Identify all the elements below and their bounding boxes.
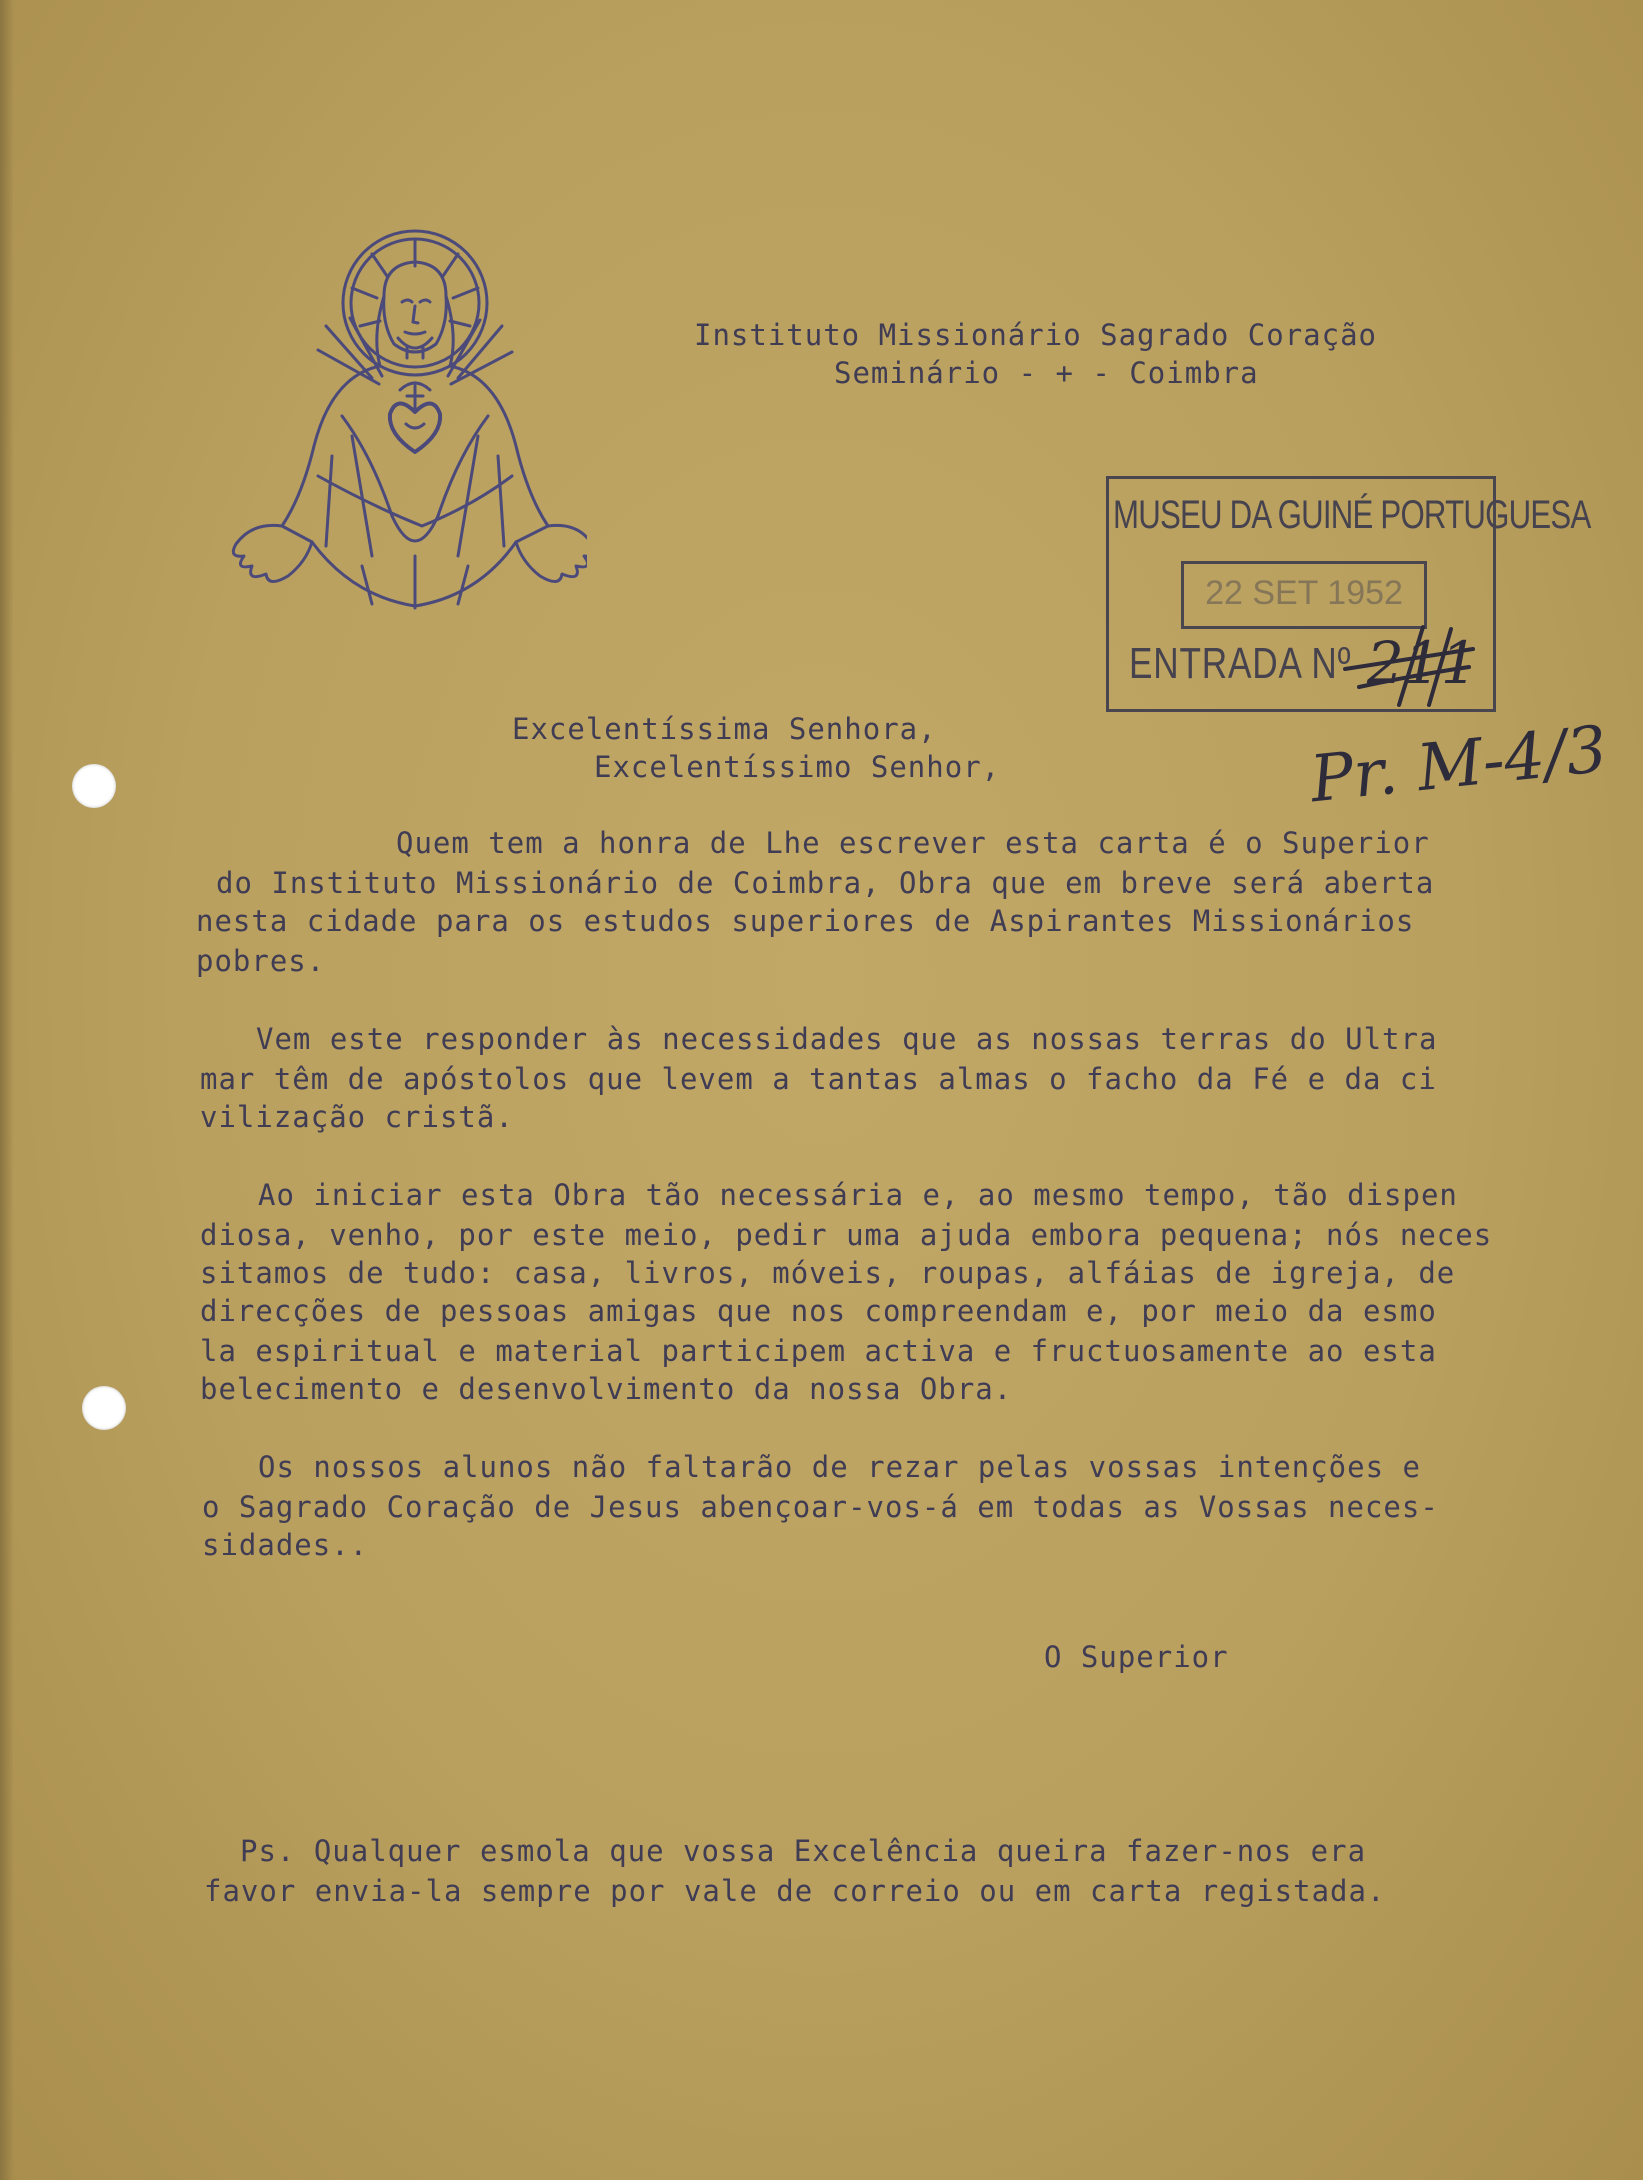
handwritten-reference: Pr. M-4/3 (1306, 712, 1611, 818)
stamp-entry-number: 211 (1367, 629, 1478, 697)
museum-entry-stamp (1106, 476, 1591, 712)
stamp-entry-label: ENTRADA Nº (1129, 639, 1352, 688)
body-line: Vem este responder às necessidades que as nossas terras do Ultra (256, 1022, 1438, 1056)
body-line: nesta cidade para os estudos superiores de Aspirantes Missionários (196, 904, 1415, 938)
body-line: sidades.. (202, 1528, 369, 1562)
page-edge-shadow (0, 0, 14, 2180)
sacred-heart-emblem (222, 226, 587, 616)
salutation-line: Excelentíssima Senhora, (512, 712, 937, 746)
salutation-line: Excelentíssimo Senhor, (594, 750, 1001, 784)
body-line: direcções de pessoas amigas que nos compreendam e, por meio da esmo (200, 1294, 1437, 1328)
letterhead-institution: Instituto Missionário Sagrado Coração (694, 318, 1378, 352)
punch-hole-top (72, 764, 116, 808)
stamp-title: MUSEU DA GUINÉ PORTUGUESA (1113, 493, 1591, 537)
stamp-date: 22 SET 1952 (1205, 574, 1403, 612)
body-line: o Sagrado Coração de Jesus abençoar-vos-á em todas as Vossas neces- (202, 1490, 1439, 1524)
handwritten-strikethrough (1339, 619, 1479, 709)
postscript-line: favor envia-la sempre por vale de correio ou em carta registada. (204, 1874, 1386, 1908)
signature: O Superior (1044, 1640, 1229, 1674)
body-line: vilização cristã. (200, 1100, 514, 1134)
body-line: la espiritual e material participem activa e fructuosamente ao esta (200, 1334, 1437, 1368)
punch-hole-bottom (82, 1386, 126, 1430)
body-line: Os nossos alunos não faltarão de rezar pelas vossas intenções e (258, 1450, 1421, 1484)
body-line: sitamos de tudo: casa, livros, móveis, roupas, alfáias de igreja, de (200, 1256, 1456, 1290)
body-line: Ao iniciar esta Obra tão necessária e, ao mesmo tempo, tão dispen (258, 1178, 1458, 1212)
letterhead-location: Seminário - + - Coimbra (834, 356, 1259, 390)
body-line: Quem tem a honra de Lhe escrever esta carta é o Superior (396, 826, 1430, 860)
body-line: diosa, venho, por este meio, pedir uma ajuda embora pequena; nós neces (200, 1218, 1493, 1252)
body-line: do Instituto Missionário de Coimbra, Obra que em breve será aberta (216, 866, 1435, 900)
body-line: mar têm de apóstolos que levem a tantas almas o facho da Fé e da ci (200, 1062, 1437, 1096)
postscript-line: Ps. Qualquer esmola que vossa Excelência queira fazer-nos era (240, 1834, 1367, 1868)
body-line: pobres. (196, 944, 326, 978)
body-line: belecimento e desenvolvimento da nossa Obra. (200, 1372, 1013, 1406)
